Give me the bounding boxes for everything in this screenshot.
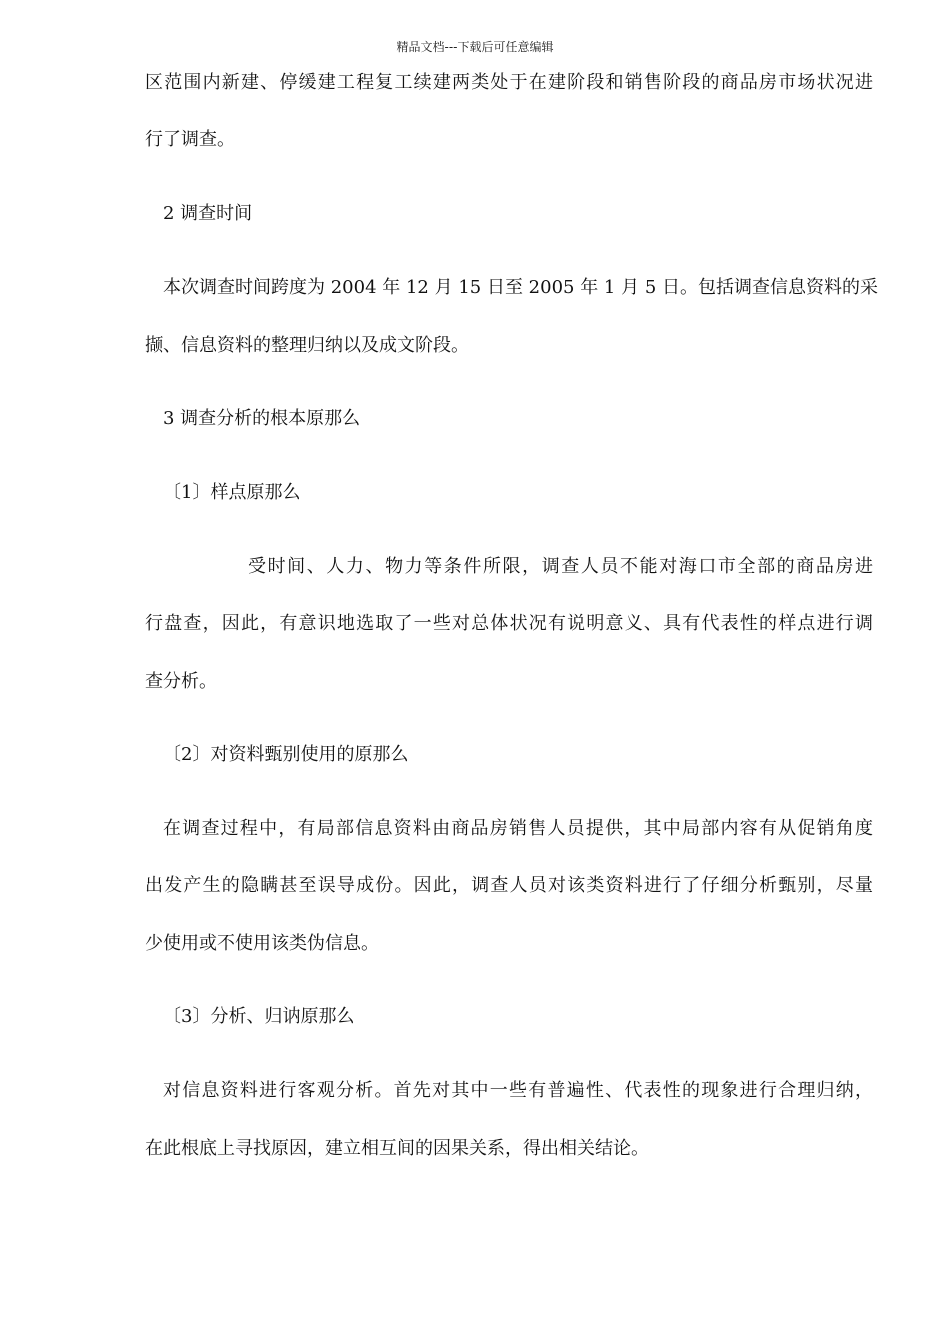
paragraph-line: 行了调查。 — [145, 129, 235, 150]
paragraph-line: 出发产生的隐瞒甚至误导成份。因此，调查人员对该类资料进行了仔细分析甄别，尽量 — [145, 875, 873, 896]
section-heading: 2 调查时间 — [163, 203, 253, 224]
subsection-heading: 〔2〕对资料甄别使用的原那么 — [163, 744, 409, 765]
paragraph-line: 少使用或不使用该类伪信息。 — [145, 933, 379, 954]
page-header: 精品文档---下载后可任意编辑 — [396, 40, 554, 54]
paragraph-line: 行盘查，因此，有意识地选取了一些对总体状况有说明意义、具有代表性的样点进行调 — [145, 613, 873, 634]
section-heading: 3 调查分析的根本原那么 — [163, 408, 361, 429]
paragraph-line: 本次调查时间跨度为 2004 年 12 月 15 日至 2005 年 1 月 5 日。包括调查信息资料的采 — [163, 277, 878, 298]
subsection-heading: 〔1〕样点原那么 — [163, 482, 301, 503]
paragraph-line: 受时间、人力、物力等条件所限，调查人员不能对海口市全部的商品房进 — [248, 556, 873, 577]
paragraph-line: 在调查过程中，有局部信息资料由商品房销售人员提供，其中局部内容有从促销角度 — [163, 818, 873, 839]
paragraph-line: 在此根底上寻找原因，建立相互间的因果关系，得出相关结论。 — [145, 1138, 649, 1159]
paragraph-line: 区范围内新建、停缓建工程复工续建两类处于在建阶段和销售阶段的商品房市场状况进 — [145, 72, 873, 93]
subsection-heading: 〔3〕分析、归讷原那么 — [163, 1006, 355, 1027]
paragraph-line: 撷、信息资料的整理归纳以及成文阶段。 — [145, 335, 469, 356]
paragraph-line: 查分析。 — [145, 671, 217, 692]
paragraph-line: 对信息资料进行客观分析。首先对其中一些有普遍性、代表性的现象进行合理归纳， — [163, 1080, 873, 1101]
